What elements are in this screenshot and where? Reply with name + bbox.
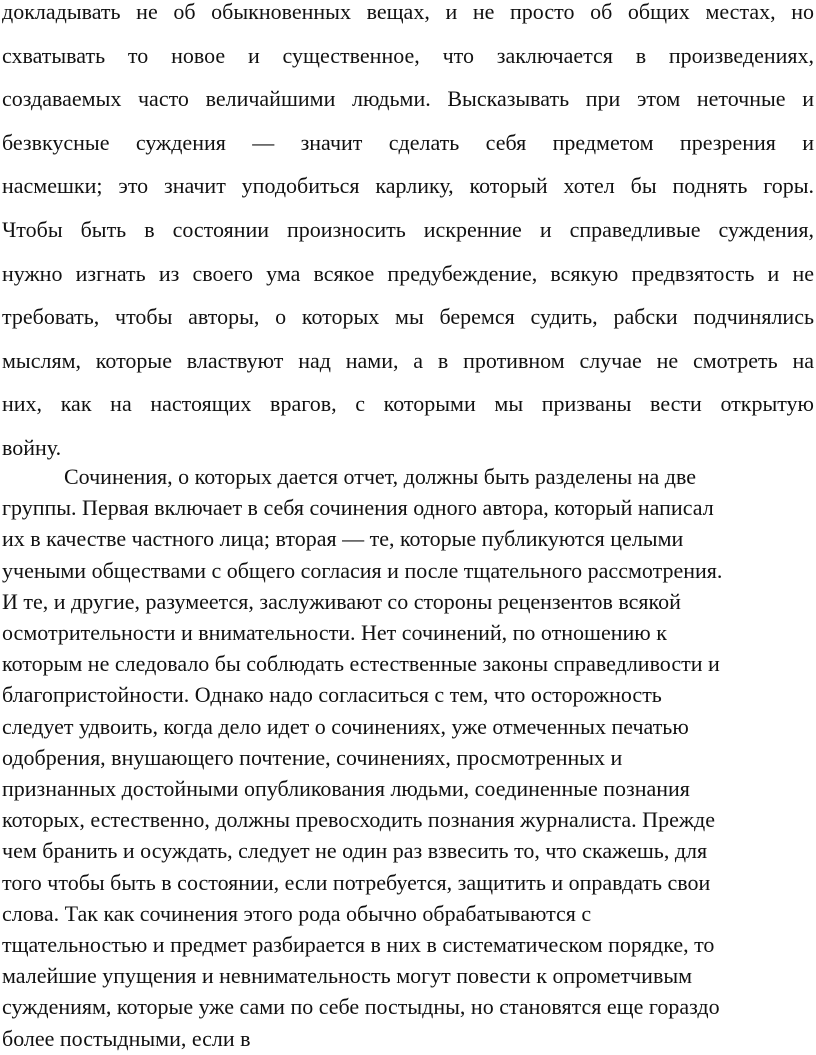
text-line: требовать, чтобы авторы, о которых мы беремся судить, рабски подчинялись (2, 304, 814, 330)
text-line: насмешки; это значит уподобиться карлику, который хотел бы поднять горы. (2, 173, 814, 199)
text-line: осмотрительности и внимательности. Нет сочинений, по отношению к (2, 620, 667, 646)
text-line: признанных достойными опубликования людьми, соединенные познания (2, 776, 690, 802)
text-line: их в качестве частного лица; вторая — те, которые публикуются целыми (2, 526, 684, 552)
text-line: Сочинения, о которых дается отчет, должны быть разделены на две (64, 464, 696, 489)
text-line: которых, естественно, должны превосходить познания журналиста. Прежде (2, 807, 715, 833)
text-line: войну. (2, 434, 62, 460)
text-line: благопристойности. Однако надо согласиться с тем, что осторожность (2, 682, 662, 708)
text-line: одобрения, внушающего почтение, сочинениях, просмотренных и (2, 744, 623, 770)
text-line: чем бранить и осуждать, следует не один раз взвесить то, что скажешь, для (2, 838, 708, 864)
paragraph-2 (2, 461, 812, 1054)
text-line: следует удвоить, когда дело идет о сочинениях, уже отмеченных печатью (2, 713, 689, 739)
text-line: того чтобы быть в состоянии, если потребуется, защитить и оправдать свои (2, 869, 711, 895)
text-line: тщательностью и предмет разбирается в них в систематическом порядке, то (2, 932, 715, 958)
text-line: нужно изгнать из своего ума всякое предубеждение, всякую предвзятость и не (2, 260, 814, 286)
text-line: суждениям, которые уже сами по себе постыдны, но становятся еще гораздо (2, 994, 720, 1020)
text-line: слова. Так как сочинения этого рода обычно обрабатываются с (2, 900, 592, 926)
text-line: И те, и другие, разумеется, заслуживают со стороны рецензентов всякой (2, 588, 681, 614)
text-line: схватывать то новое и существенное, что заключается в произведениях, (2, 42, 814, 68)
text-line: них, как на настоящих врагов, с которыми мы призваны вести открытую (2, 391, 814, 417)
text-line: малейшие упущения и невнимательность могут повести к опрометчивым (2, 963, 693, 989)
text-line: учеными обществами с общего согласия и после тщательного рассмотрения. (2, 557, 723, 583)
text-line: создаваемых часто величайшими людьми. Высказывать при этом неточные и (2, 86, 814, 112)
text-line: более постыдными, если в (2, 1025, 251, 1051)
paragraph-1 (2, 0, 814, 470)
text-line: Чтобы быть в состоянии произносить искренние и справедливые суждения, (2, 216, 814, 242)
text-line: докладывать не об обыкновенных вещах, и не просто об общих местах, но (2, 0, 814, 24)
text-line: безвкусные суждения — значит сделать себя предметом презрения и (2, 129, 814, 155)
text-line: мыслям, которые властвуют над нами, а в противном случае не смотреть на (2, 347, 814, 373)
text-line: которым не следовало бы соблюдать естественные законы справедливости и (2, 651, 720, 677)
text-line: группы. Первая включает в себя сочинения одного автора, который написал (2, 495, 714, 521)
